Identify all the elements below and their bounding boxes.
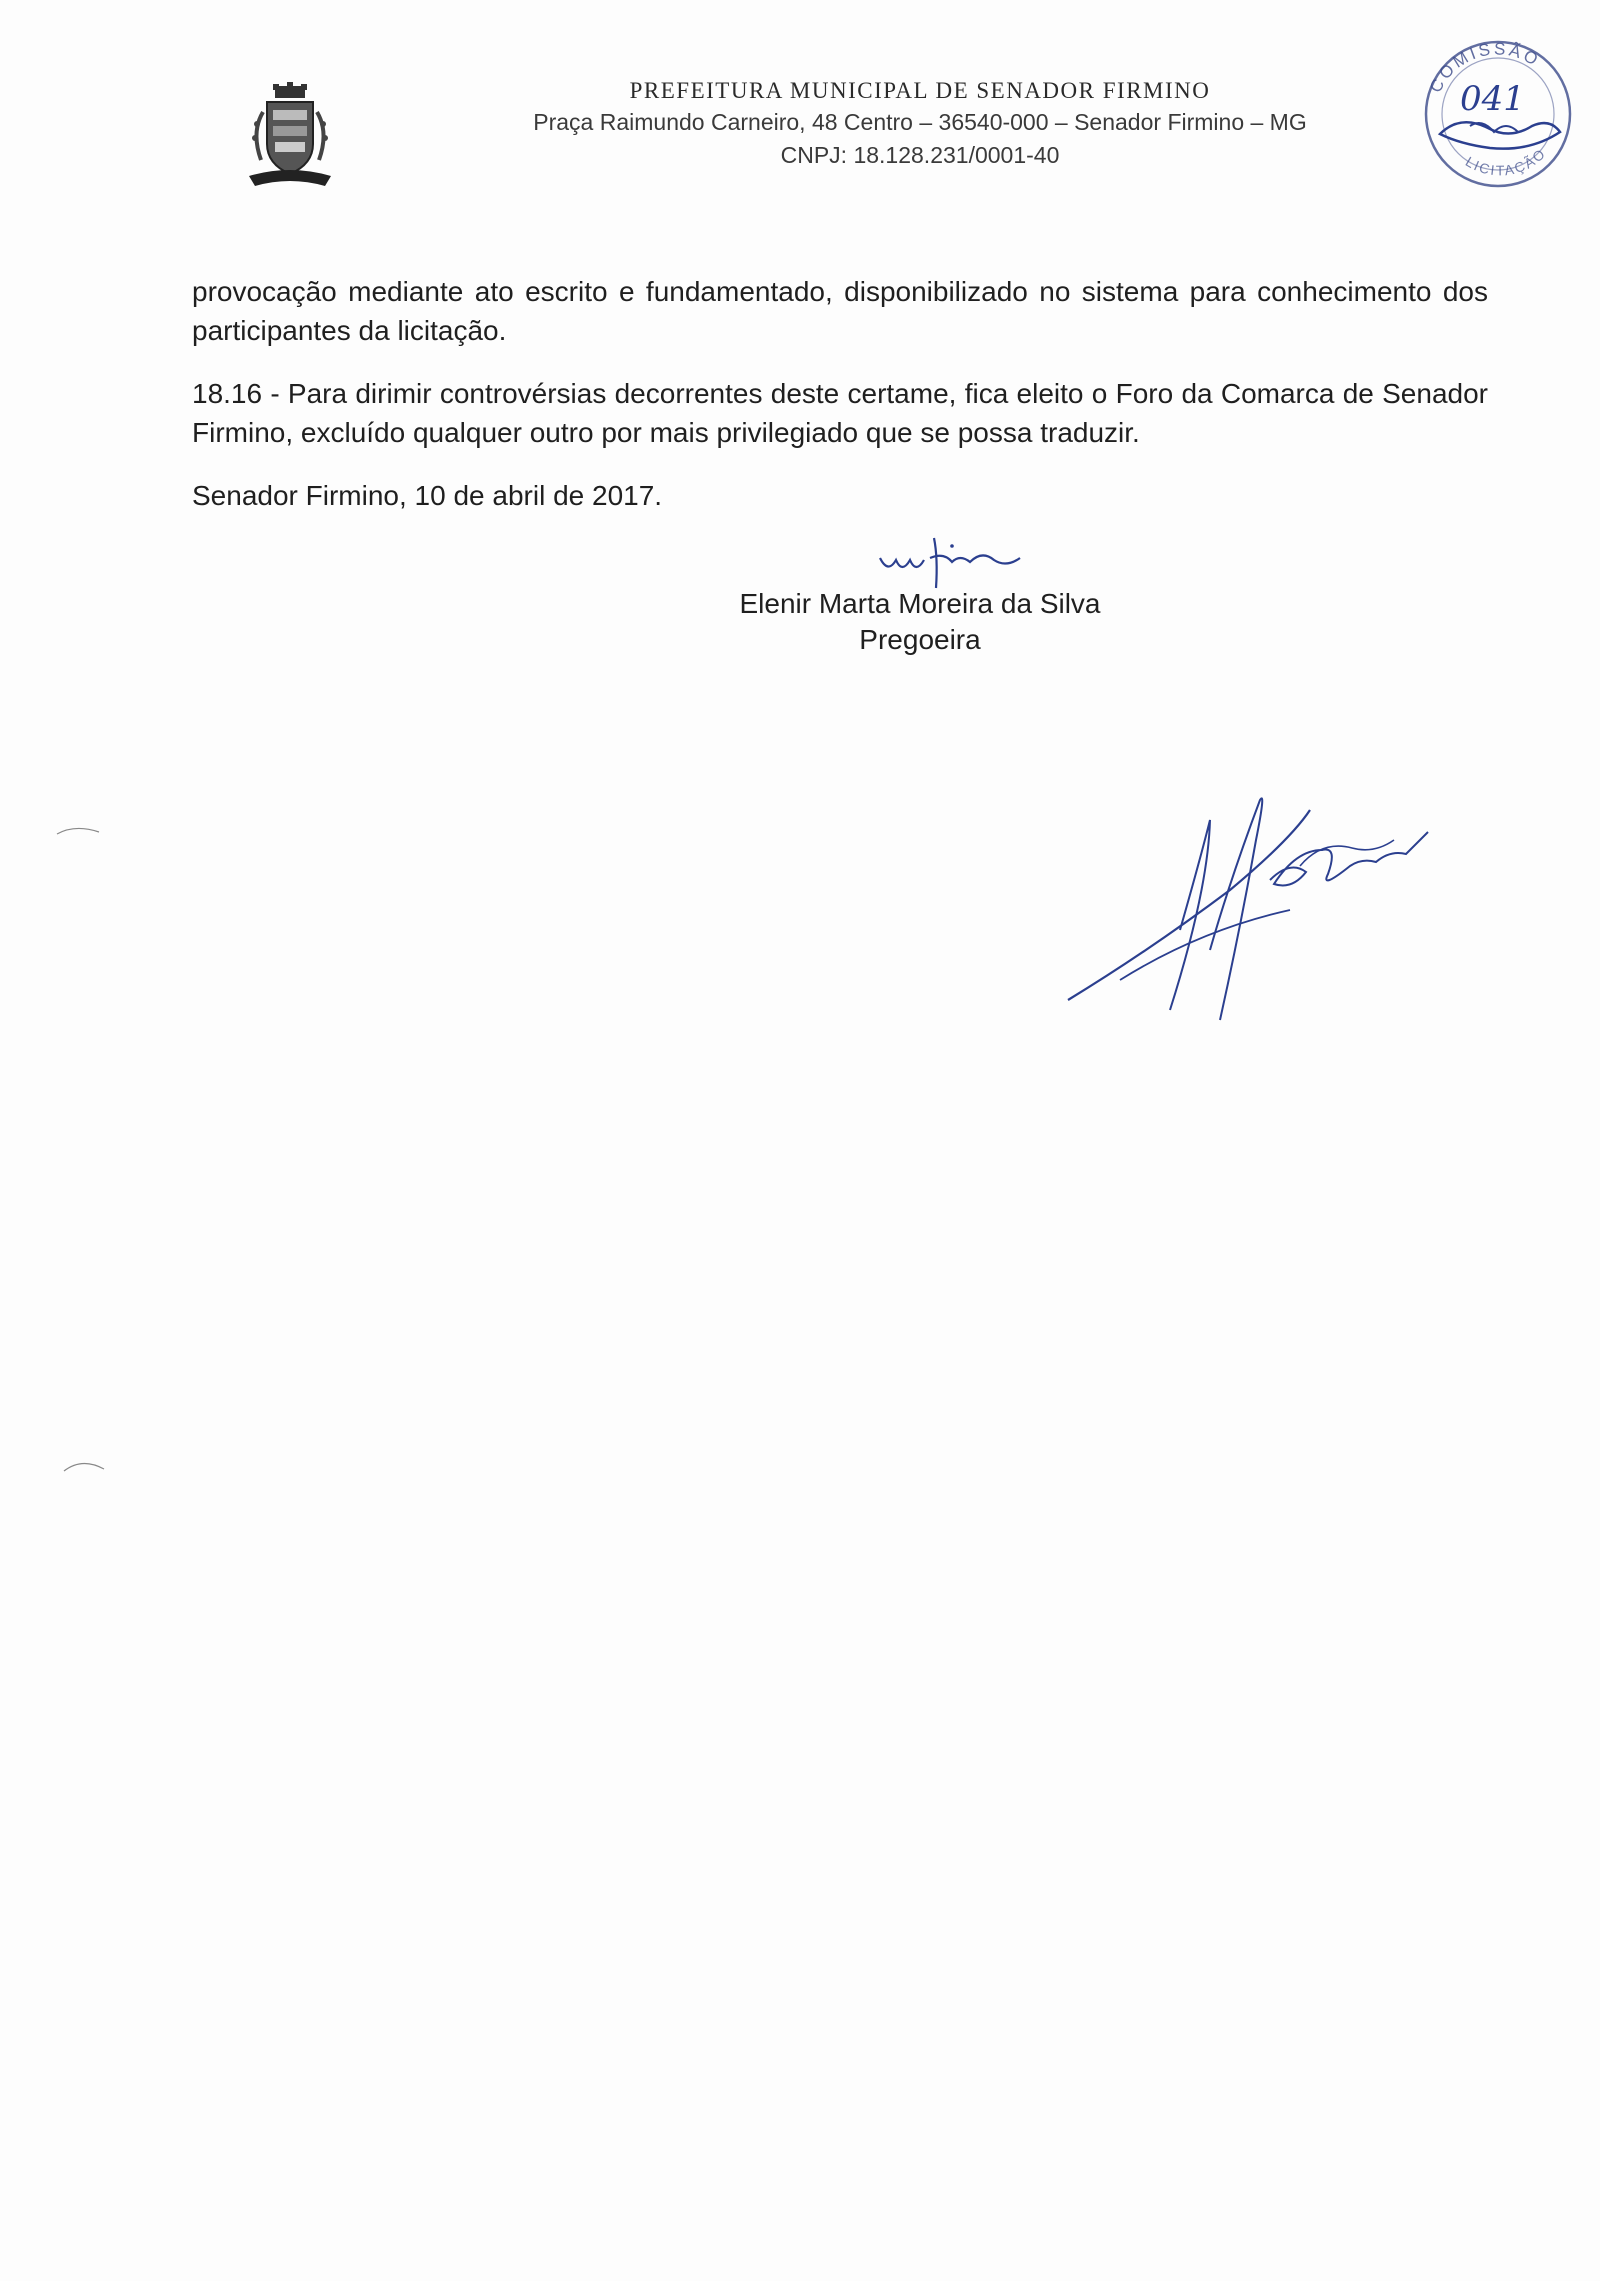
municipal-crest-icon [245,82,335,192]
clause-18-16: 18.16 - Para dirimir controvérsias decorrentes deste certame, fica eleito o Foro da Comarca de Senador Firmino, excluído qualquer outro por mais privilegiado que se possa traduzir. [192,378,1488,448]
scan-artifact-mark [55,820,105,840]
authority-signature [1060,780,1480,1030]
commission-stamp [1410,22,1585,197]
org-name: PREFEITURA MUNICIPAL DE SENADOR FIRMINO [629,78,1211,103]
document-body [192,272,1488,515]
org-address: Praça Raimundo Carneiro, 48 Centro – 36540-000 – Senador Firmino – MG [533,109,1307,135]
letterhead [420,78,1420,174]
signatory-name: Elenir Marta Moreira da Silva [739,588,1101,619]
org-cnpj: CNPJ: 18.128.231/0001-40 [780,142,1060,168]
scan-artifact-mark [62,1455,112,1475]
stamp-top-text: COMISSÃO [1425,39,1544,96]
stamp-bottom-text: LICITAÇÃO [1462,144,1550,179]
date-line: Senador Firmino, 10 de abril de 2017. [192,480,663,511]
signatory-role: Pregoeira [859,624,981,655]
stamp-number: 041 [1460,79,1525,119]
paragraph-continuation: provocação mediante ato escrito e fundamentado, disponibilizado no sistema para conhecimento dos participantes da licitação. [192,276,1488,346]
